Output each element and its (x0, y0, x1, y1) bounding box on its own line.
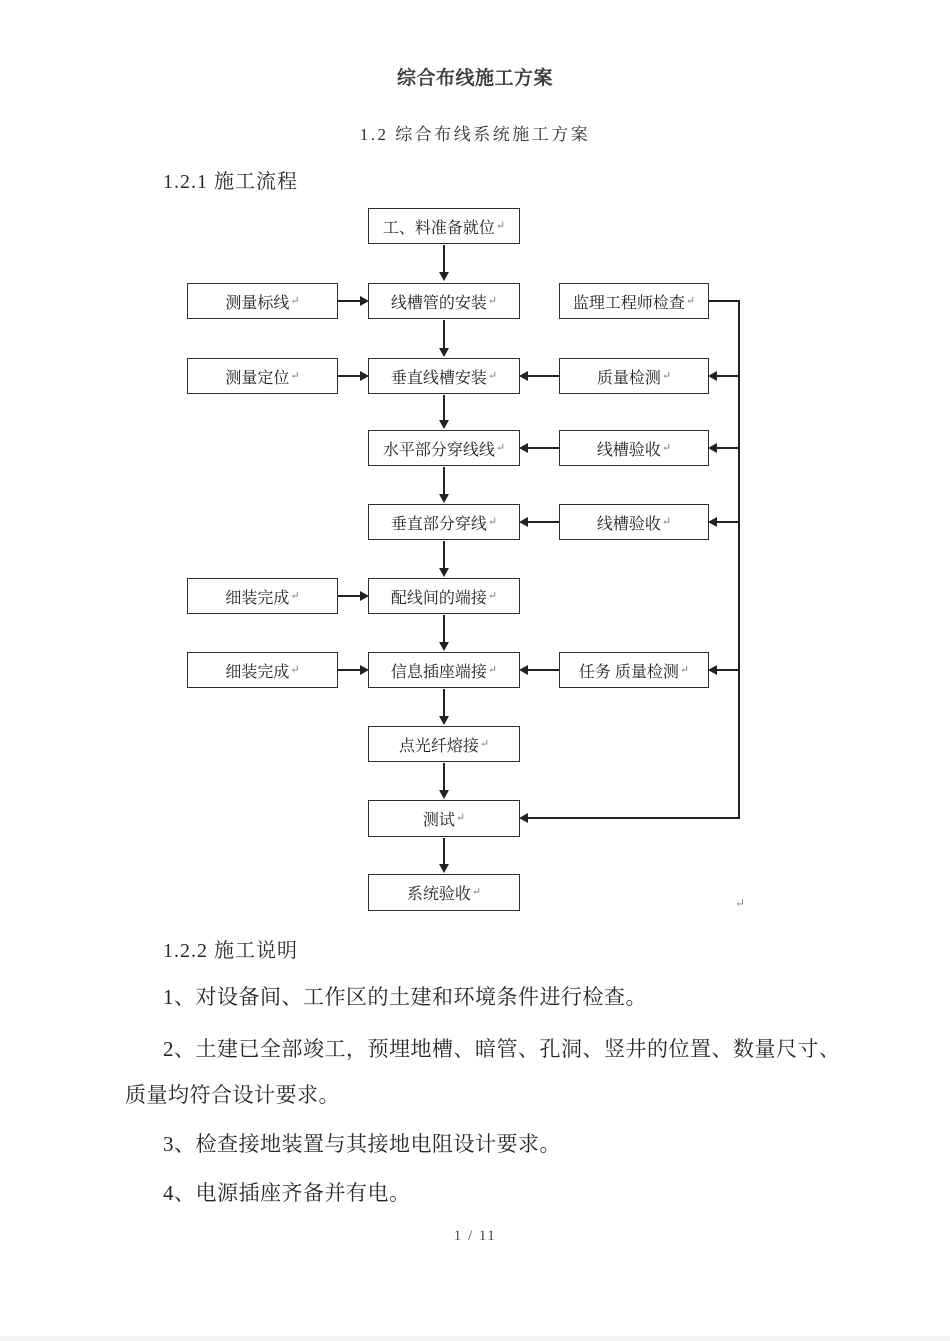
flow-node-trunking-install (368, 283, 520, 319)
flow-arrow-down (443, 615, 445, 642)
flow-node-label: 工、料准备就位 (382, 219, 495, 237)
flow-node-supervisor-inspection (559, 283, 709, 319)
flow-arrow-left (528, 817, 740, 819)
body-paragraph: 3、检查接地装置与其接地电阻设计要求。 (163, 1132, 561, 1156)
flow-node-label: 细装完成 (225, 589, 290, 607)
flow-node-label: 质量检测 (596, 369, 661, 387)
return-mark: ↵ (471, 886, 482, 898)
flow-node-outlet-termination (368, 652, 520, 688)
flow-node-fiber-splicing (368, 726, 520, 762)
flow-arrow-down (443, 245, 445, 272)
flow-arrow-right (338, 375, 360, 377)
return-mark: ↵ (487, 369, 498, 382)
flow-node-label: 垂直线槽安装 (390, 369, 487, 387)
return-mark: ↵ (290, 589, 300, 602)
flow-arrow-down (443, 467, 445, 494)
subsection-heading-notes: 1.2.2 施工说明 (163, 940, 298, 962)
return-mark: ↵ (487, 663, 498, 676)
flow-arrow-down (443, 763, 445, 790)
flow-node-preparation (368, 208, 520, 244)
flow-node-vertical-cabling (368, 504, 520, 540)
return-mark: ↵ (661, 515, 672, 528)
flow-node-label: 线槽管的安装 (390, 294, 487, 312)
flow-feedback-line (738, 300, 740, 819)
page-number: 1 / 11 (453, 1228, 497, 1244)
flow-arrow-left (717, 669, 739, 671)
flow-node-label: 信息插座端接 (390, 663, 487, 681)
flow-node-task-quality-inspection (559, 652, 709, 688)
flow-node-label: 线槽验收 (596, 441, 661, 459)
document-title: 综合布线施工方案 (396, 68, 553, 89)
return-mark: ↵ (455, 812, 466, 824)
return-mark: ↵ (290, 294, 300, 307)
flow-node-label: 垂直部分穿线 (390, 515, 487, 533)
paragraph-mark: ↵ (735, 896, 746, 910)
return-mark: ↵ (479, 737, 490, 750)
flow-arrow-right (338, 595, 360, 597)
flow-node-label: 线槽验收 (596, 515, 661, 533)
flow-node-label: 水平部分穿线线 (382, 441, 495, 459)
flow-connector-line (709, 300, 740, 302)
flow-node-trunking-acceptance-1 (559, 430, 709, 466)
body-paragraph: 质量均符合设计要求。 (125, 1083, 340, 1107)
return-mark: ↵ (290, 369, 300, 382)
flow-node-vertical-trunking-install (368, 358, 520, 394)
flow-node-label: 点光纤熔接 (398, 737, 479, 755)
return-mark: ↵ (679, 663, 690, 676)
flow-node-label: 测量标线 (225, 294, 290, 312)
return-mark: ↵ (290, 663, 300, 676)
flow-arrow-down (443, 541, 445, 568)
flow-node-quality-inspection (559, 358, 709, 394)
return-mark: ↵ (495, 441, 506, 454)
flow-node-trunking-acceptance-2 (559, 504, 709, 540)
return-mark: ↵ (487, 515, 498, 528)
flow-arrow-left (717, 375, 739, 377)
flow-node-label: 监理工程师检查 (572, 294, 685, 312)
flow-node-label: 细装完成 (225, 663, 290, 681)
flow-arrow-left (528, 521, 559, 523)
flow-arrow-left (717, 521, 739, 523)
flow-node-label: 测试 (422, 812, 455, 829)
flow-node-survey-positioning (187, 358, 338, 394)
flow-node-horizontal-cabling (368, 430, 520, 466)
return-mark: ↵ (487, 589, 498, 602)
flow-node-label: 任务 质量检测 (578, 663, 679, 681)
return-mark: ↵ (487, 294, 498, 307)
flow-arrow-left (528, 375, 559, 377)
flow-node-finishing-complete-1 (187, 578, 338, 614)
flow-arrow-right (338, 669, 360, 671)
flow-arrow-down (443, 689, 445, 716)
flow-arrow-left (717, 447, 739, 449)
flow-node-testing (368, 800, 520, 837)
flow-arrow-down (443, 395, 445, 420)
body-paragraph: 2、土建已全部竣工，预埋地槽、暗管、孔洞、竖井的位置、数量尺寸、 (163, 1037, 841, 1061)
flow-node-label: 系统验收 (406, 886, 471, 903)
flow-node-label: 测量定位 (225, 369, 290, 387)
bottom-strip (0, 1336, 950, 1341)
flow-node-patch-room-termination (368, 578, 520, 614)
flow-arrow-right (338, 300, 360, 302)
body-paragraph: 1、对设备间、工作区的土建和环境条件进行检查。 (163, 985, 647, 1009)
flow-node-finishing-complete-2 (187, 652, 338, 688)
return-mark: ↵ (661, 441, 672, 454)
return-mark: ↵ (495, 219, 506, 232)
return-mark: ↵ (685, 294, 696, 307)
body-paragraph: 4、电源插座齐备并有电。 (163, 1181, 411, 1205)
flow-arrow-left (528, 669, 559, 671)
flow-arrow-down (443, 320, 445, 348)
flow-node-label: 配线间的端接 (390, 589, 487, 607)
section-heading: 1.2 综合布线系统施工方案 (359, 125, 591, 144)
flow-node-system-acceptance (368, 874, 520, 911)
return-mark: ↵ (661, 369, 672, 382)
flow-arrow-down (443, 838, 445, 864)
flow-node-survey-marking (187, 283, 338, 319)
flow-arrow-left (528, 447, 559, 449)
subsection-heading-flow: 1.2.1 施工流程 (163, 171, 298, 193)
